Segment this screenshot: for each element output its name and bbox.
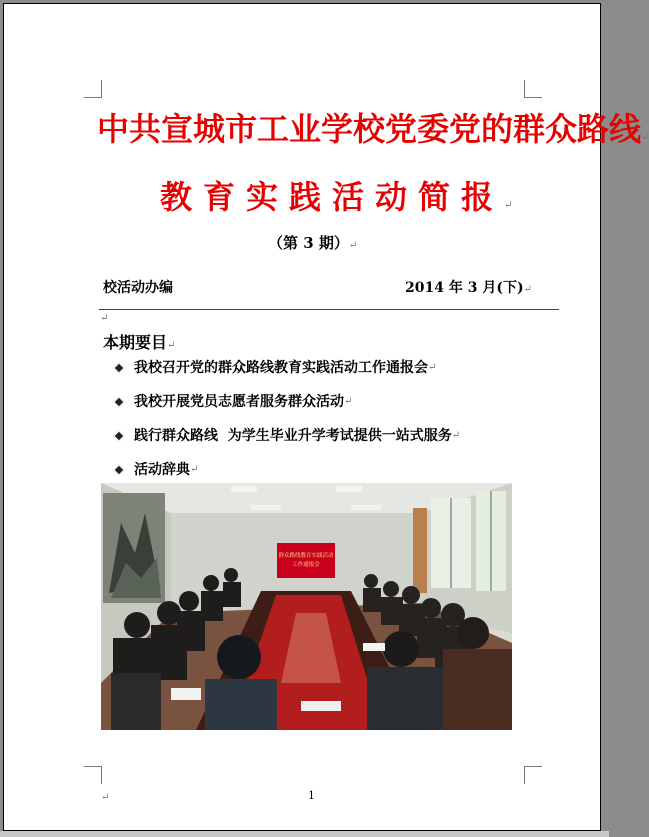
list-item: 我校召开党的群众路线教育实践活动工作通报会 ↵ [112,357,460,391]
crop-mark-top-left [84,80,102,98]
status-bar [0,831,609,837]
crop-mark-top-right [524,80,542,98]
title-line-2: 教育实践活动简报↵ [160,178,513,216]
issue-date: 2014 年 3 月(下)↵ [405,280,532,296]
crop-mark-bottom-right [524,766,542,784]
issue-number: （第 3 期）↵ [268,234,358,252]
paragraph-mark: ↵ [101,792,110,803]
diamond-bullet-icon [113,464,124,475]
title-line-1: 中共宣城市工业学校党委党的群众路线↵ [97,110,649,148]
page-number: 1 [308,789,315,802]
diamond-bullet-icon [113,430,124,441]
list-item: 践行群众路线 为学生毕业升学考试提供一站式服务 ↵ [112,425,460,459]
section-heading: 本期要目↵ [103,333,176,352]
screen-banner-line-2: 工作通报会 [292,562,320,568]
crop-mark-bottom-left [84,766,102,784]
diamond-bullet-icon [113,362,124,373]
paragraph-mark: ↵ [100,313,109,324]
meeting-photo [101,483,512,730]
red-divider [99,309,559,310]
editor-label: 校活动办编 [103,280,173,296]
list-item: 我校开展党员志愿者服务群众活动 ↵ [112,391,460,425]
diamond-bullet-icon [113,396,124,407]
list-item: 活动辞典 ↵ [112,459,460,493]
screen-banner-line-1: 群众路线教育实践活动 [278,553,334,559]
contents-list [112,357,460,493]
